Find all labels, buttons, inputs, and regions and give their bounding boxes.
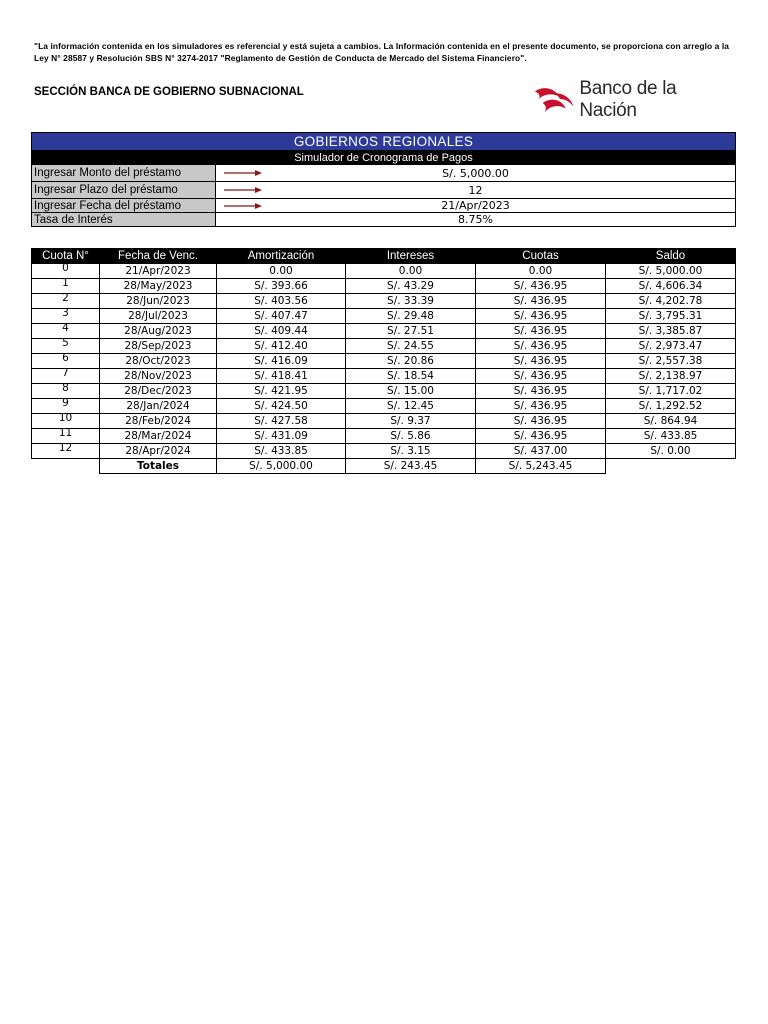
cell-cuotas: S/. 436.95 xyxy=(476,399,606,414)
bank-logo-text: Banco de la Nación xyxy=(579,78,677,121)
cell-cuota: 9 xyxy=(32,399,100,414)
cell-intereses: S/. 18.54 xyxy=(346,369,476,384)
loan-amount-value[interactable]: S/. 5,000.00 xyxy=(442,166,509,180)
cell-fecha: 28/Jan/2024 xyxy=(100,399,217,414)
cell-fecha: 28/Dec/2023 xyxy=(100,384,217,399)
cell-fecha: 21/Apr/2023 xyxy=(100,264,217,279)
loan-term-label: Ingresar Plazo del préstamo xyxy=(32,182,216,199)
cell-cuota: 2 xyxy=(32,294,100,309)
cell-cuotas: S/. 436.95 xyxy=(476,354,606,369)
cell-cuota: 8 xyxy=(32,384,100,399)
cell-fecha: 28/Jul/2023 xyxy=(100,309,217,324)
cell-saldo: S/. 4,606.34 xyxy=(606,279,736,294)
simulator-title: GOBIERNOS REGIONALES xyxy=(32,133,736,151)
loan-amount-label: Ingresar Monto del préstamo xyxy=(32,165,216,182)
cell-fecha: 28/Feb/2024 xyxy=(100,414,217,429)
cell-saldo: S/. 3,385.87 xyxy=(606,324,736,339)
interest-rate-value: 8.75% xyxy=(216,213,736,227)
cell-amortizacion: S/. 418.41 xyxy=(217,369,346,384)
cell-intereses: S/. 43.29 xyxy=(346,279,476,294)
cell-cuotas: S/. 436.95 xyxy=(476,384,606,399)
cell-amortizacion: 0.00 xyxy=(217,264,346,279)
cell-cuotas: S/. 436.95 xyxy=(476,279,606,294)
cell-intereses: S/. 27.51 xyxy=(346,324,476,339)
bank-logo xyxy=(533,80,733,120)
cell-cuota: 1 xyxy=(32,279,100,294)
cell-amortizacion: S/. 403.56 xyxy=(217,294,346,309)
totals-label: Totales xyxy=(100,459,217,474)
table-row xyxy=(32,294,736,309)
table-row xyxy=(32,369,736,384)
disclaimer-text: "La información contenida en los simuladores es referencial y está sujeta a cambios. La Información contenida en el presente documento, se proporciona con arreglo a la Ley N° 28587 y Resolución SBS N° 3274-2017 "Reglamento de Gestión de Conducta de Mercado del Sistema Financiero". xyxy=(34,41,730,63)
loan-date-label: Ingresar Fecha del préstamo xyxy=(32,199,216,213)
cell-cuota: 10 xyxy=(32,414,100,429)
cell-cuotas: S/. 436.95 xyxy=(476,369,606,384)
header-cuotas: Cuotas xyxy=(476,249,606,264)
totals-spacer xyxy=(606,459,736,474)
cell-intereses: S/. 5.86 xyxy=(346,429,476,444)
table-row xyxy=(32,264,736,279)
cell-cuotas: S/. 436.95 xyxy=(476,414,606,429)
table-row xyxy=(32,339,736,354)
cell-cuotas: S/. 436.95 xyxy=(476,324,606,339)
cell-amortizacion: S/. 412.40 xyxy=(217,339,346,354)
cell-cuotas: S/. 436.95 xyxy=(476,294,606,309)
cell-saldo: S/. 2,973.47 xyxy=(606,339,736,354)
cell-intereses: S/. 33.39 xyxy=(346,294,476,309)
loan-date-value[interactable]: 21/Apr/2023 xyxy=(441,199,510,212)
cell-saldo: S/. 2,557.38 xyxy=(606,354,736,369)
cell-saldo: S/. 0.00 xyxy=(606,444,736,459)
table-row xyxy=(32,399,736,414)
header-amortizacion: Amortización xyxy=(217,249,346,264)
interest-rate-label: Tasa de Interés xyxy=(32,213,216,227)
table-row xyxy=(32,444,736,459)
table-row xyxy=(32,279,736,294)
cell-saldo: S/. 433.85 xyxy=(606,429,736,444)
cell-fecha: 28/Sep/2023 xyxy=(100,339,217,354)
cell-saldo: S/. 5,000.00 xyxy=(606,264,736,279)
cell-amortizacion: S/. 407.47 xyxy=(217,309,346,324)
cell-amortizacion: S/. 393.66 xyxy=(217,279,346,294)
cell-fecha: 28/Aug/2023 xyxy=(100,324,217,339)
cell-fecha: 28/Oct/2023 xyxy=(100,354,217,369)
cell-amortizacion: S/. 409.44 xyxy=(217,324,346,339)
totals-row xyxy=(32,459,736,474)
cell-cuota: 11 xyxy=(32,429,100,444)
cell-saldo: S/. 4,202.78 xyxy=(606,294,736,309)
cell-saldo: S/. 1,717.02 xyxy=(606,384,736,399)
cell-amortizacion: S/. 433.85 xyxy=(217,444,346,459)
cell-cuota: 7 xyxy=(32,369,100,384)
cell-intereses: S/. 29.48 xyxy=(346,309,476,324)
cell-amortizacion: S/. 431.09 xyxy=(217,429,346,444)
totals-cuotas: S/. 5,243.45 xyxy=(476,459,606,474)
cell-cuotas: S/. 436.95 xyxy=(476,429,606,444)
totals-spacer xyxy=(32,459,100,474)
cell-saldo: S/. 2,138.97 xyxy=(606,369,736,384)
totals-amortizacion: S/. 5,000.00 xyxy=(217,459,346,474)
cell-cuota: 4 xyxy=(32,324,100,339)
simulator-params-table xyxy=(31,132,736,227)
cell-amortizacion: S/. 427.58 xyxy=(217,414,346,429)
table-row xyxy=(32,324,736,339)
cell-intereses: S/. 9.37 xyxy=(346,414,476,429)
table-row xyxy=(32,429,736,444)
schedule-header-row xyxy=(32,249,736,264)
cell-cuota: 3 xyxy=(32,309,100,324)
loan-term-value[interactable]: 12 xyxy=(468,183,483,197)
cell-cuotas: S/. 436.95 xyxy=(476,309,606,324)
cell-intereses: 0.00 xyxy=(346,264,476,279)
arrow-right-icon xyxy=(224,169,262,177)
cell-saldo: S/. 864.94 xyxy=(606,414,736,429)
cell-intereses: S/. 20.86 xyxy=(346,354,476,369)
cell-cuota: 5 xyxy=(32,339,100,354)
header-saldo: Saldo xyxy=(606,249,736,264)
totals-intereses: S/. 243.45 xyxy=(346,459,476,474)
cell-cuotas: S/. 436.95 xyxy=(476,339,606,354)
arrow-right-icon xyxy=(224,202,262,210)
loan-date-field[interactable] xyxy=(216,199,736,213)
cell-fecha: 28/Mar/2024 xyxy=(100,429,217,444)
cell-amortizacion: S/. 421.95 xyxy=(217,384,346,399)
cell-cuotas: 0.00 xyxy=(476,264,606,279)
cell-fecha: 28/Apr/2024 xyxy=(100,444,217,459)
cell-cuotas: S/. 437.00 xyxy=(476,444,606,459)
section-title: SECCIÓN BANCA DE GOBIERNO SUBNACIONAL xyxy=(34,86,304,98)
cell-saldo: S/. 1,292.52 xyxy=(606,399,736,414)
cell-fecha: 28/May/2023 xyxy=(100,279,217,294)
table-row xyxy=(32,384,736,399)
table-row xyxy=(32,354,736,369)
cell-intereses: S/. 12.45 xyxy=(346,399,476,414)
cell-cuota: 12 xyxy=(32,444,100,459)
cell-fecha: 28/Nov/2023 xyxy=(100,369,217,384)
table-row xyxy=(32,309,736,324)
cell-amortizacion: S/. 416.09 xyxy=(217,354,346,369)
loan-amount-field[interactable] xyxy=(216,165,736,182)
cell-amortizacion: S/. 424.50 xyxy=(217,399,346,414)
cell-fecha: 28/Jun/2023 xyxy=(100,294,217,309)
cell-intereses: S/. 15.00 xyxy=(346,384,476,399)
header-fecha: Fecha de Venc. xyxy=(100,249,217,264)
table-row xyxy=(32,414,736,429)
loan-term-field[interactable] xyxy=(216,182,736,199)
header-intereses: Intereses xyxy=(346,249,476,264)
arrow-right-icon xyxy=(224,186,262,194)
cell-cuota: 0 xyxy=(32,264,100,279)
simulator-subtitle: Simulador de Cronograma de Pagos xyxy=(32,151,736,165)
header-cuota: Cuota N° xyxy=(32,249,100,264)
payment-schedule-table xyxy=(31,248,736,474)
cell-intereses: S/. 3.15 xyxy=(346,444,476,459)
bank-logo-icon xyxy=(533,81,577,119)
cell-cuota: 6 xyxy=(32,354,100,369)
cell-saldo: S/. 3,795.31 xyxy=(606,309,736,324)
cell-intereses: S/. 24.55 xyxy=(346,339,476,354)
